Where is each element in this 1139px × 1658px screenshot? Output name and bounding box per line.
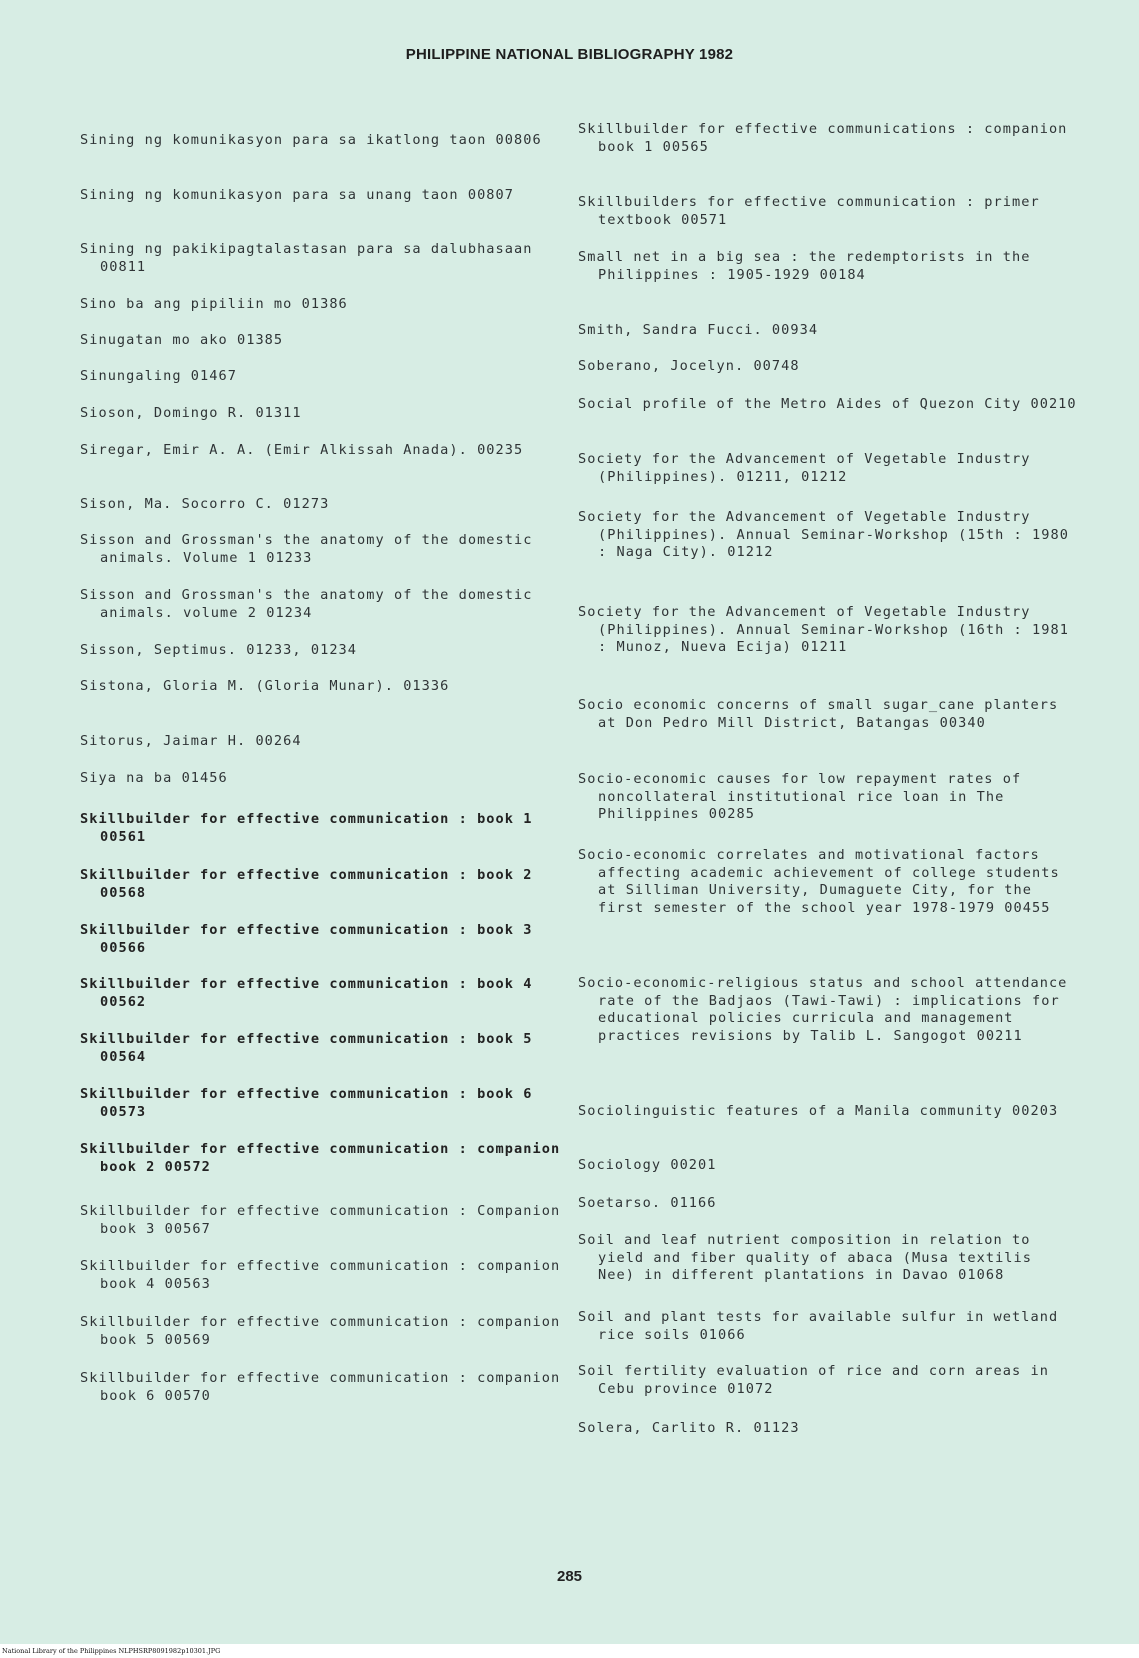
index-entry: Skillbuilder for effective communication : Companion book 3 00567 <box>80 1203 561 1237</box>
page-header: PHILIPPINE NATIONAL BIBLIOGRAPHY 1982 <box>405 46 734 63</box>
index-entry: Social profile of the Metro Aides of Quezon City 00210 <box>578 396 1077 412</box>
index-entry: Sinugatan mo ako 01385 <box>80 332 284 348</box>
index-entry: Skillbuilder for effective communication : companion book 2 00572 <box>80 1141 561 1175</box>
index-entry: Soberano, Jocelyn. 00748 <box>578 358 800 374</box>
index-entry: Socio-economic causes for low repayment rates of noncollateral institutional rice loan in The Philippines 00285 <box>578 771 1022 822</box>
footer-source: National Library of the Philippines NLPHSRP8091982p10301.JPG <box>2 1647 221 1655</box>
index-entry: Siregar, Emir A. A. (Emir Alkissah Anada). 00235 <box>80 442 524 458</box>
page-number: 285 <box>556 1568 583 1585</box>
index-entry: Skillbuilder for effective communication : book 3 00566 <box>80 922 533 956</box>
index-entry: Skillbuilder for effective communication : book 6 00573 <box>80 1086 533 1120</box>
index-entry: Sociology 00201 <box>578 1157 717 1173</box>
index-entry: Sociolinguistic features of a Manila community 00203 <box>578 1103 1059 1119</box>
index-entry: Skillbuilder for effective communication : book 5 00564 <box>80 1031 533 1065</box>
index-entry: Sitorus, Jaimar H. 00264 <box>80 733 302 749</box>
index-entry: Small net in a big sea : the redemptorists in the Philippines : 1905-1929 00184 <box>578 249 1031 283</box>
index-entry: Soil and plant tests for available sulfur in wetland rice soils 01066 <box>578 1309 1059 1343</box>
index-entry: Sistona, Gloria M. (Gloria Munar). 01336 <box>80 678 450 694</box>
index-entry: Skillbuilders for effective communication : primer textbook 00571 <box>578 194 1040 228</box>
index-entry: Soil fertility evaluation of rice and corn areas in Cebu province 01072 <box>578 1363 1049 1397</box>
index-entry: Sino ba ang pipiliin mo 01386 <box>80 296 348 312</box>
index-entry: Soil and leaf nutrient composition in relation to yield and fiber quality of abaca (Musa textilis Nee) in different plantations in Davao 01068 <box>578 1232 1033 1283</box>
index-entry: Sisson, Septimus. 01233, 01234 <box>80 642 358 658</box>
index-entry: Solera, Carlito R. 01123 <box>578 1420 800 1436</box>
index-entry: Sining ng pakikipagtalastasan para sa dalubhasaan 00811 <box>80 241 533 275</box>
index-entry: Sison, Ma. Socorro C. 01273 <box>80 496 330 512</box>
index-entry: Society for the Advancement of Vegetable Industry (Philippines). Annual Seminar-Workshop (15th : 1980 : Naga City). 01212 <box>578 509 1069 560</box>
index-entry: Skillbuilder for effective communication : companion book 4 00563 <box>80 1258 561 1292</box>
index-entry: Smith, Sandra Fucci. 00934 <box>578 322 819 338</box>
index-entry: Sioson, Domingo R. 01311 <box>80 405 302 421</box>
index-entry: Society for the Advancement of Vegetable Industry (Philippines). 01211, 01212 <box>578 451 1031 485</box>
index-entry: Siya na ba 01456 <box>80 770 228 786</box>
index-entry: Sisson and Grossman's the anatomy of the domestic animals. Volume 1 01233 <box>80 532 533 566</box>
index-entry: Sining ng komunikasyon para sa unang taon 00807 <box>80 187 515 203</box>
index-entry: Sinungaling 01467 <box>80 368 237 384</box>
index-entry: Socio-economic correlates and motivational factors affecting academic achievement of college students at Silliman University, Dumaguete City, for the first semester of the school year 1978-1979 00455 <box>578 847 1060 916</box>
index-entry: Sining ng komunikasyon para sa ikatlong taon 00806 <box>80 132 542 148</box>
index-entry: Skillbuilder for effective communication : book 1 00561 <box>80 811 533 845</box>
index-entry: Skillbuilder for effective communication : book 2 00568 <box>80 867 533 901</box>
index-entry: Skillbuilder for effective communication : companion book 5 00569 <box>80 1314 561 1348</box>
index-entry: Skillbuilder for effective communications : companion book 1 00565 <box>578 121 1068 155</box>
index-entry: Skillbuilder for effective communication : book 4 00562 <box>80 976 533 1010</box>
index-entry: Society for the Advancement of Vegetable Industry (Philippines). Annual Seminar-Workshop (16th : 1981 : Munoz, Nueva Ecija) 01211 <box>578 604 1069 655</box>
index-entry: Skillbuilder for effective communication : companion book 6 00570 <box>80 1370 561 1404</box>
index-entry: Socio economic concerns of small sugar_cane planters at Don Pedro Mill District, Batangas 00340 <box>578 697 1059 731</box>
index-entry: Soetarso. 01166 <box>578 1195 717 1211</box>
index-entry: Sisson and Grossman's the anatomy of the domestic animals. volume 2 01234 <box>80 587 533 621</box>
index-entry: Socio-economic-religious status and school attendance rate of the Badjaos (Tawi-Tawi) : implications for educational policies curricula and management practices revisions by Talib L. Sangogot 00211 <box>578 975 1068 1044</box>
